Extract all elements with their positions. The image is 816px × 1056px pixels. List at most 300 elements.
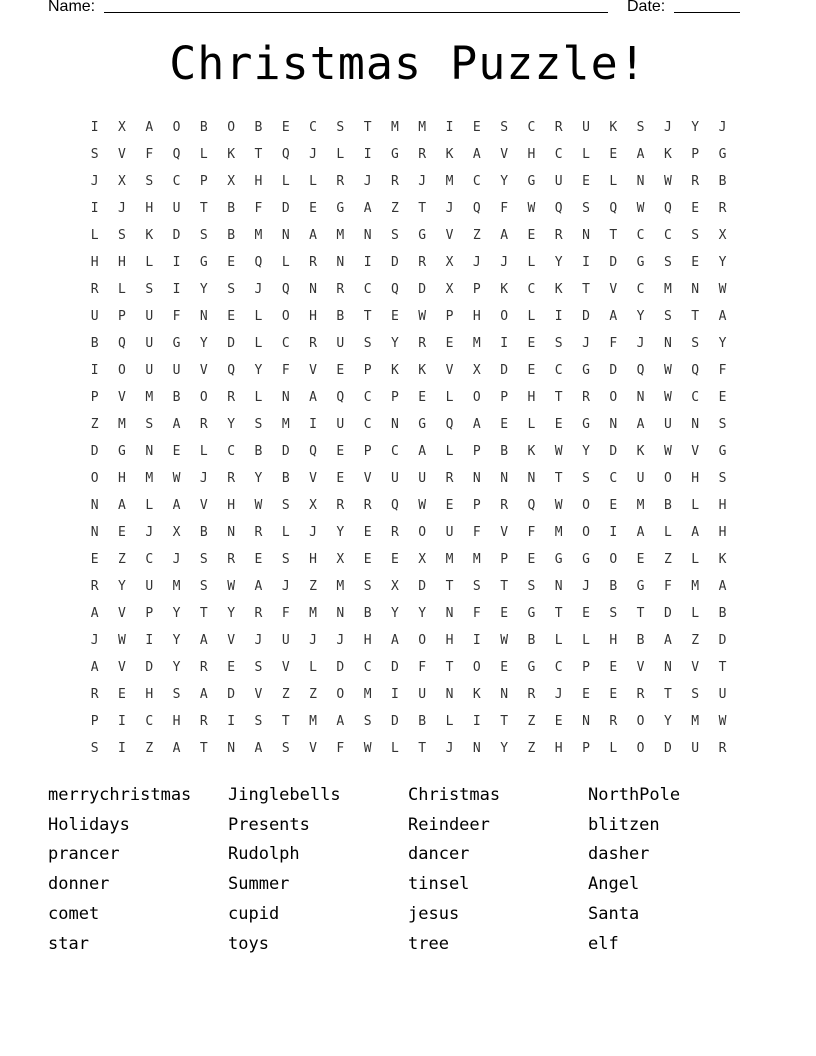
grid-cell: N: [609, 417, 618, 432]
grid-cell: G: [118, 444, 126, 459]
grid-row: [81, 330, 741, 357]
grid-cell: E: [636, 552, 645, 567]
grid-cell: O: [172, 120, 181, 135]
grid-cell: L: [554, 633, 563, 648]
word-bank-row: [48, 869, 768, 899]
grid-cell: T: [445, 579, 454, 594]
grid-cell: H: [309, 552, 317, 567]
grid-cell: P: [145, 606, 154, 621]
grid-cell: M: [336, 579, 345, 594]
grid-cell: U: [582, 120, 590, 135]
grid-cell: L: [445, 444, 454, 459]
grid-cell: K: [609, 120, 618, 135]
word-bank-item: elf: [588, 933, 619, 954]
word-bank-item: merrychristmas: [48, 784, 192, 805]
grid-cell: I: [118, 741, 126, 756]
grid-cell: I: [500, 336, 509, 351]
grid-cell: I: [391, 687, 399, 702]
grid-cell: S: [199, 228, 208, 243]
grid-cell: X: [118, 174, 126, 189]
grid-cell: R: [582, 390, 590, 405]
grid-cell: R: [418, 336, 427, 351]
grid-cell: J: [582, 336, 590, 351]
grid-cell: I: [145, 633, 154, 648]
grid-cell: L: [391, 741, 399, 756]
grid-cell: L: [309, 174, 317, 189]
grid-cell: P: [472, 444, 481, 459]
grid-cell: B: [663, 498, 672, 513]
grid-cell: P: [691, 147, 700, 162]
grid-cell: P: [582, 741, 590, 756]
word-bank-item: Angel: [588, 874, 640, 895]
grid-cell: B: [336, 309, 345, 324]
grid-cell: U: [281, 633, 290, 648]
grid-cell: M: [418, 120, 427, 135]
grid-cell: T: [500, 579, 509, 594]
page-title: Christmas Puzzle!: [169, 37, 647, 90]
grid-cell: T: [254, 147, 263, 162]
word-bank-item: dancer: [408, 844, 470, 865]
grid-cell: U: [145, 579, 154, 594]
grid-cell: W: [500, 633, 509, 648]
grid-cell: I: [90, 201, 99, 216]
grid-cell: Z: [281, 687, 290, 702]
grid-cell: T: [199, 741, 208, 756]
grid-cell: M: [281, 417, 290, 432]
grid-row: [81, 546, 741, 573]
grid-cell: Z: [691, 633, 700, 648]
grid-cell: E: [336, 363, 345, 378]
grid-cell: Q: [691, 363, 700, 378]
grid-cell: L: [609, 174, 618, 189]
grid-cell: X: [718, 228, 727, 243]
grid-cell: P: [118, 309, 126, 324]
header: [0, 0, 816, 20]
grid-cell: J: [500, 255, 509, 270]
grid-cell: E: [582, 687, 590, 702]
grid-cell: O: [582, 498, 590, 513]
grid-cell: N: [527, 471, 536, 486]
word-bank-item: donner: [48, 874, 110, 895]
grid-row: [81, 600, 741, 627]
grid-cell: Q: [472, 201, 481, 216]
grid-cell: X: [445, 255, 454, 270]
grid-cell: B: [281, 471, 290, 486]
grid-cell: H: [227, 498, 236, 513]
grid-cell: K: [391, 363, 399, 378]
grid-cell: M: [636, 498, 645, 513]
grid-cell: F: [254, 201, 263, 216]
grid-row: [81, 492, 741, 519]
grid-cell: N: [554, 579, 563, 594]
grid-cell: Y: [199, 282, 208, 297]
grid-cell: E: [336, 444, 345, 459]
grid-cell: Z: [472, 228, 481, 243]
grid-cell: N: [472, 471, 481, 486]
grid-cell: G: [636, 579, 645, 594]
grid-cell: H: [609, 633, 618, 648]
grid-cell: S: [663, 255, 672, 270]
grid-cell: L: [527, 255, 536, 270]
grid-cell: S: [391, 228, 399, 243]
grid-cell: I: [472, 714, 481, 729]
grid-cell: C: [309, 120, 317, 135]
grid-cell: D: [609, 255, 618, 270]
grid-cell: E: [90, 552, 99, 567]
grid-cell: Y: [118, 579, 126, 594]
grid-cell: L: [527, 417, 536, 432]
grid-cell: Q: [118, 336, 126, 351]
grid-cell: N: [636, 390, 645, 405]
grid-cell: G: [418, 228, 427, 243]
grid-cell: R: [554, 228, 563, 243]
word-bank-item: star: [48, 933, 89, 954]
grid-cell: N: [281, 228, 290, 243]
grid-cell: U: [691, 741, 700, 756]
grid-cell: S: [691, 336, 700, 351]
grid-cell: A: [145, 120, 154, 135]
grid-cell: U: [145, 336, 154, 351]
grid-cell: G: [199, 255, 208, 270]
grid-cell: H: [309, 309, 317, 324]
grid-cell: A: [636, 147, 645, 162]
grid-cell: A: [363, 201, 372, 216]
grid-row: [81, 303, 741, 330]
grid-cell: N: [281, 390, 290, 405]
grid-cell: Y: [391, 606, 399, 621]
grid-cell: C: [363, 390, 372, 405]
grid-cell: P: [500, 390, 509, 405]
grid-cell: E: [554, 417, 563, 432]
grid-cell: Q: [636, 363, 645, 378]
grid-cell: E: [609, 660, 618, 675]
grid-cell: D: [391, 660, 399, 675]
grid-cell: O: [418, 525, 427, 540]
word-bank-item: Presents: [228, 814, 310, 835]
grid-cell: E: [418, 390, 427, 405]
grid-cell: P: [90, 390, 99, 405]
grid-cell: N: [445, 687, 454, 702]
grid-cell: R: [227, 552, 236, 567]
grid-cell: N: [90, 498, 99, 513]
grid-cell: O: [118, 363, 126, 378]
grid-cell: I: [309, 417, 317, 432]
grid-cell: Y: [500, 174, 509, 189]
grid-cell: B: [363, 606, 372, 621]
grid-cell: G: [636, 255, 645, 270]
grid-cell: C: [363, 660, 372, 675]
grid-cell: B: [718, 174, 727, 189]
word-bank-row: [48, 810, 768, 840]
grid-cell: D: [391, 255, 399, 270]
grid-cell: P: [500, 552, 509, 567]
grid-cell: L: [691, 606, 700, 621]
word-bank-item: prancer: [48, 844, 120, 865]
grid-cell: S: [145, 417, 154, 432]
grid-cell: V: [199, 498, 208, 513]
grid-cell: O: [609, 390, 618, 405]
grid-cell: P: [445, 309, 454, 324]
grid-cell: G: [718, 147, 727, 162]
grid-row: [81, 465, 741, 492]
grid-cell: H: [254, 174, 263, 189]
grid-cell: S: [636, 120, 645, 135]
grid-cell: E: [227, 660, 236, 675]
grid-cell: Q: [254, 255, 263, 270]
grid-cell: V: [118, 606, 126, 621]
grid-cell: G: [418, 417, 427, 432]
grid-cell: M: [172, 579, 181, 594]
grid-cell: T: [609, 228, 618, 243]
grid-cell: R: [309, 255, 317, 270]
grid-cell: J: [336, 633, 345, 648]
grid-cell: T: [363, 120, 372, 135]
grid-cell: E: [363, 525, 372, 540]
grid-cell: L: [445, 390, 454, 405]
grid-cell: T: [636, 606, 645, 621]
grid-cell: T: [281, 714, 290, 729]
grid-cell: L: [691, 498, 700, 513]
grid-cell: S: [718, 417, 727, 432]
grid-cell: O: [199, 390, 208, 405]
word-bank-item: cupid: [228, 904, 280, 925]
date-field-line: [674, 12, 740, 13]
grid-cell: L: [582, 147, 590, 162]
word-bank: [48, 780, 768, 959]
word-bank-row: [48, 780, 768, 810]
grid-cell: U: [145, 363, 154, 378]
grid-cell: K: [472, 687, 481, 702]
grid-cell: E: [254, 552, 263, 567]
grid-cell: G: [582, 363, 590, 378]
grid-cell: A: [336, 714, 345, 729]
grid-cell: A: [199, 633, 208, 648]
grid-cell: W: [663, 174, 672, 189]
grid-cell: G: [527, 660, 536, 675]
grid-cell: L: [582, 633, 590, 648]
grid-cell: R: [718, 741, 727, 756]
grid-cell: M: [309, 714, 317, 729]
grid-cell: C: [554, 147, 563, 162]
grid-cell: S: [281, 741, 290, 756]
grid-cell: X: [172, 525, 181, 540]
grid-cell: M: [691, 714, 700, 729]
grid-cell: Q: [554, 201, 563, 216]
grid-cell: Y: [418, 606, 427, 621]
word-bank-item: Jinglebells: [228, 784, 341, 805]
grid-cell: E: [527, 336, 536, 351]
grid-cell: U: [172, 363, 181, 378]
grid-cell: F: [527, 525, 536, 540]
grid-cell: E: [391, 552, 399, 567]
grid-cell: V: [118, 660, 126, 675]
grid-row: [81, 114, 741, 141]
grid-cell: B: [527, 633, 536, 648]
grid-cell: V: [500, 147, 509, 162]
grid-cell: N: [363, 228, 372, 243]
grid-cell: S: [145, 174, 154, 189]
grid-cell: H: [691, 471, 700, 486]
grid-cell: H: [145, 201, 154, 216]
grid-cell: C: [391, 444, 399, 459]
grid-cell: M: [363, 687, 372, 702]
grid-cell: J: [472, 255, 481, 270]
grid-cell: U: [554, 174, 563, 189]
grid-cell: M: [554, 525, 563, 540]
grid-cell: S: [227, 282, 236, 297]
grid-cell: E: [500, 606, 509, 621]
grid-cell: S: [254, 714, 263, 729]
grid-cell: S: [199, 552, 208, 567]
grid-cell: T: [582, 282, 590, 297]
grid-cell: D: [172, 228, 181, 243]
grid-cell: N: [145, 444, 154, 459]
grid-cell: J: [172, 552, 181, 567]
grid-cell: W: [663, 363, 672, 378]
grid-cell: M: [145, 390, 154, 405]
grid-cell: X: [336, 552, 345, 567]
grid-cell: V: [199, 363, 208, 378]
grid-cell: B: [254, 444, 263, 459]
grid-cell: B: [227, 228, 236, 243]
grid-cell: J: [363, 174, 372, 189]
grid-cell: Y: [172, 606, 181, 621]
grid-cell: S: [254, 417, 263, 432]
grid-cell: K: [636, 444, 645, 459]
grid-cell: E: [582, 174, 590, 189]
grid-cell: A: [663, 633, 672, 648]
grid-cell: D: [281, 201, 290, 216]
grid-cell: D: [609, 363, 618, 378]
grid-cell: H: [527, 390, 536, 405]
grid-cell: T: [199, 606, 208, 621]
grid-cell: L: [609, 741, 618, 756]
grid-row: [81, 654, 741, 681]
grid-cell: S: [90, 147, 99, 162]
grid-cell: X: [418, 552, 427, 567]
grid-cell: J: [554, 687, 563, 702]
grid-cell: N: [336, 606, 345, 621]
grid-cell: N: [227, 741, 236, 756]
grid-cell: L: [281, 255, 290, 270]
grid-cell: B: [227, 201, 236, 216]
grid-cell: R: [90, 282, 99, 297]
word-bank-item: tree: [408, 933, 449, 954]
grid-cell: I: [90, 363, 99, 378]
grid-cell: G: [172, 336, 181, 351]
grid-cell: N: [636, 174, 645, 189]
grid-cell: Q: [445, 417, 454, 432]
grid-cell: S: [554, 336, 563, 351]
grid-cell: Y: [718, 255, 727, 270]
grid-cell: A: [718, 579, 727, 594]
grid-cell: O: [418, 633, 427, 648]
grid-cell: M: [118, 417, 126, 432]
grid-cell: R: [527, 687, 536, 702]
grid-cell: K: [145, 228, 154, 243]
grid-cell: J: [90, 633, 99, 648]
grid-cell: M: [445, 552, 454, 567]
grid-cell: S: [363, 714, 372, 729]
grid-cell: V: [281, 660, 290, 675]
grid-row: [81, 141, 741, 168]
grid-cell: R: [391, 174, 399, 189]
grid-cell: V: [636, 660, 645, 675]
grid-cell: J: [254, 282, 263, 297]
grid-cell: P: [90, 714, 99, 729]
grid-cell: S: [582, 471, 590, 486]
name-field-line: [104, 12, 608, 13]
word-bank-item: Holidays: [48, 814, 130, 835]
grid-cell: S: [500, 120, 509, 135]
grid-cell: N: [309, 282, 317, 297]
grid-cell: J: [663, 120, 672, 135]
grid-cell: Q: [609, 201, 618, 216]
grid-cell: L: [90, 228, 99, 243]
grid-cell: Z: [309, 687, 317, 702]
grid-cell: K: [418, 363, 427, 378]
grid-row: [81, 276, 741, 303]
grid-cell: W: [172, 471, 181, 486]
grid-cell: H: [445, 633, 454, 648]
grid-cell: S: [718, 471, 727, 486]
grid-cell: U: [172, 201, 181, 216]
word-bank-row: [48, 929, 768, 959]
grid-cell: J: [254, 633, 263, 648]
grid-cell: A: [472, 417, 481, 432]
grid-cell: V: [118, 147, 126, 162]
grid-cell: Y: [500, 741, 509, 756]
grid-cell: S: [281, 498, 290, 513]
grid-cell: D: [418, 282, 427, 297]
grid-cell: E: [554, 714, 563, 729]
grid-cell: J: [90, 174, 99, 189]
grid-cell: Y: [254, 363, 263, 378]
grid-cell: U: [90, 309, 99, 324]
grid-cell: O: [281, 309, 290, 324]
grid-cell: J: [582, 579, 590, 594]
grid-cell: Y: [391, 336, 399, 351]
grid-cell: S: [691, 687, 700, 702]
grid-cell: R: [254, 606, 263, 621]
grid-cell: K: [527, 444, 536, 459]
grid-cell: V: [254, 687, 263, 702]
grid-cell: W: [554, 498, 563, 513]
grid-cell: L: [199, 444, 208, 459]
grid-cell: H: [718, 498, 727, 513]
grid-cell: U: [418, 471, 427, 486]
grid-cell: K: [500, 282, 509, 297]
grid-cell: R: [636, 687, 645, 702]
word-bank-row: [48, 899, 768, 929]
grid-cell: O: [336, 687, 345, 702]
grid-cell: I: [172, 282, 181, 297]
grid-cell: A: [636, 417, 645, 432]
grid-cell: T: [554, 606, 563, 621]
grid-cell: B: [90, 336, 99, 351]
grid-cell: E: [527, 363, 536, 378]
grid-row: [81, 681, 741, 708]
grid-cell: D: [145, 660, 154, 675]
grid-cell: R: [336, 498, 345, 513]
grid-cell: H: [172, 714, 181, 729]
grid-cell: W: [663, 444, 672, 459]
grid-cell: V: [445, 363, 454, 378]
grid-cell: E: [227, 255, 236, 270]
grid-cell: Y: [718, 336, 727, 351]
grid-cell: S: [336, 120, 345, 135]
word-bank-item: Summer: [228, 874, 290, 895]
